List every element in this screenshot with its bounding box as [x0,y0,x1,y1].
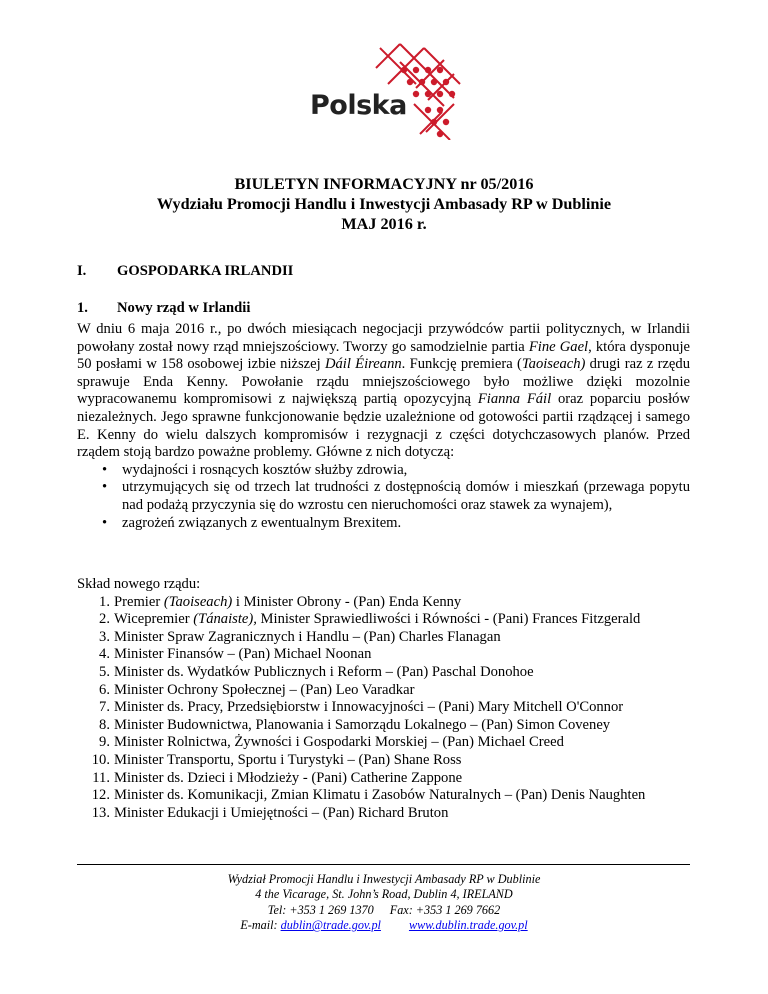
subsection-heading [77,300,250,318]
subsection-number: 1. [77,300,88,316]
item-number: 11. [92,769,110,786]
list-item [77,805,690,823]
list-item [77,594,690,612]
item-number: 6. [99,681,110,698]
section-heading [77,263,293,281]
list-item [77,752,690,770]
item-text: Minister Edukacji i Umiejętności – (Pan) Richard Bruton [114,804,449,821]
list-item [77,664,690,682]
paragraph-text-part: . Funkcję premiera ( [401,356,522,373]
government-intro: Skład nowego rządu: [77,576,201,592]
item-text: Minister Ochrony Społecznej – (Pan) Leo Varadkar [114,681,415,698]
party-name-fine-gael: Fine Gael [528,338,589,355]
item-number: 9. [99,734,110,751]
list-item [77,787,690,805]
paragraph-text-part: W dniu 6 maja 2016 r., po dwóch miesiącach negocjacji przywódców partii politycznych, w Irlandii powołany został nowy rząd mniejszościowy. Tworzy go samodzielnie partia [77,321,690,355]
item-text: Minister Budownictwa, Planowania i Samorządu Lokalnego – (Pan) Simon Coveney [114,716,611,733]
footer-phone-fax [0,903,768,918]
item-text: Minister ds. Wydatków Publicznych i Reform – (Pan) Paschal Donohoe [114,663,534,680]
email-link[interactable]: dublin@trade.gov.pl [280,918,381,933]
list-item [77,717,690,735]
party-name-fianna-fail: Fianna Fáil [477,391,552,408]
item-text: Minister Finansów – (Pan) Michael Noonan [114,646,372,663]
item-number: 5. [99,663,110,680]
dail-eireann-name: Dáil Éireann [324,356,402,373]
item-number: 3. [99,628,110,645]
item-text: i Minister Obrony - (Pan) Enda Kenny [232,593,462,610]
item-number: 8. [99,716,110,733]
paragraph-text [77,321,690,462]
footer-email-label: E-mail: [240,918,281,933]
subsection-title: Nowy rząd w Irlandii [117,300,251,316]
item-number: 12. [91,787,110,804]
list-item [77,699,690,717]
item-text: Minister Rolnictwa, Żywności i Gospodarki Morskiej – (Pan) Michael Creed [114,734,564,751]
item-number: 10. [91,751,110,768]
item-number: 13. [91,804,110,821]
item-text: Minister Spraw Zagranicznych i Handlu – (Pan) Charles Flanagan [114,628,501,645]
government-composition [77,576,690,822]
website-link[interactable]: www.dublin.trade.gov.pl [408,918,528,933]
list-item: • wydajności i rosnących kosztów służby zdrowia, [77,462,690,480]
list-item [77,611,690,629]
list-item [77,770,690,788]
list-item [77,734,690,752]
item-text: Wicepremier [114,611,194,628]
section-number: I. [77,263,87,279]
item-text: Minister ds. Dzieci i Młodzieży - (Pani) Catherine Zappone [114,769,463,786]
bulletin-subtitle: Wydziału Promocji Handlu i Inwestycji Ambasady RP w Dublinie [156,195,612,213]
item-text: Minister ds. Komunikacji, Zmian Klimatu i Zasobów Naturalnych – (Pan) Denis Naughten [114,787,646,804]
item-text: Minister Transportu, Sportu i Turystyki – (Pan) Shane Ross [114,751,462,768]
list-item: • zagrożeń związanych z ewentualnym Brexitem. [77,515,690,533]
government-members-list [77,594,690,823]
footer-contact [0,918,768,933]
footer-address: 4 the Vicarage, St. John’s Road, Dublin 4, IRELAND [255,887,513,902]
item-text: Minister ds. Pracy, Przedsiębiorstw i Innowacyjności – (Pani) Mary Mitchell O'Connor [114,699,624,716]
item-number: 2. [99,611,110,628]
bulletin-date: MAJ 2016 r. [341,215,427,233]
list-item [77,646,690,664]
footer [0,872,768,934]
footer-tel: Tel: +353 1 269 1370 [267,902,374,917]
item-text: Premier [114,593,164,610]
item-text: Minister Sprawiedliwości i Równości - (Pani) Frances Fitzgerald [256,611,641,628]
footer-divider [77,864,690,865]
list-item: • utrzymujących się od trzech lat trudności z dostępnością domów i mieszkań (przewaga popytu nad podażą przyczynia się do wzrostu cen nieruchomości oraz stawek za wynajem), [77,479,690,514]
paragraph-text-part: , która dysponuje 50 posłami w 158 osobowej izbie niższej [77,338,690,373]
list-item [77,629,690,647]
footer-org-name: Wydział Promocji Handlu i Inwestycji Ambasady RP w Dublinie [227,872,541,886]
item-number: 1. [99,593,110,610]
intro-paragraph [77,321,690,532]
section-title: GOSPODARKA IRLANDII [117,263,294,279]
paragraph-text-part: oraz poparciu posłów niezależnych. Jego sprawne funkcjonowanie będzie uzależnione od gotowości partii rządzącej i samego E. Kenny do wielu dalszych kompromisów i rezygnacji z części dotychczasowych planów. Przed rządem stoją bardzo poważne problemy. Główne z nich dotyczą: [77,391,690,461]
item-italic: (Taoiseach) [163,593,233,610]
taoiseach-term: Taoiseach) [521,356,586,373]
list-item [77,682,690,700]
item-italic: (Tánaiste), [193,611,257,628]
logo-wordmark: Polska [310,90,407,121]
problems-list [77,462,690,532]
item-number: 7. [99,699,110,716]
paragraph-text-part: drugi raz z rzędu sprawuje Enda Kenny. Powołanie rządu mniejszościowego było możliwe dzięki mozolnie wypracowanemu kompromisowi z największą partią opozycyjną [77,356,690,408]
item-number: 4. [99,646,110,663]
footer-fax: Fax: +353 1 269 7662 [389,902,501,917]
bulletin-title: BIULETYN INFORMACYJNY nr 05/2016 [234,175,534,193]
